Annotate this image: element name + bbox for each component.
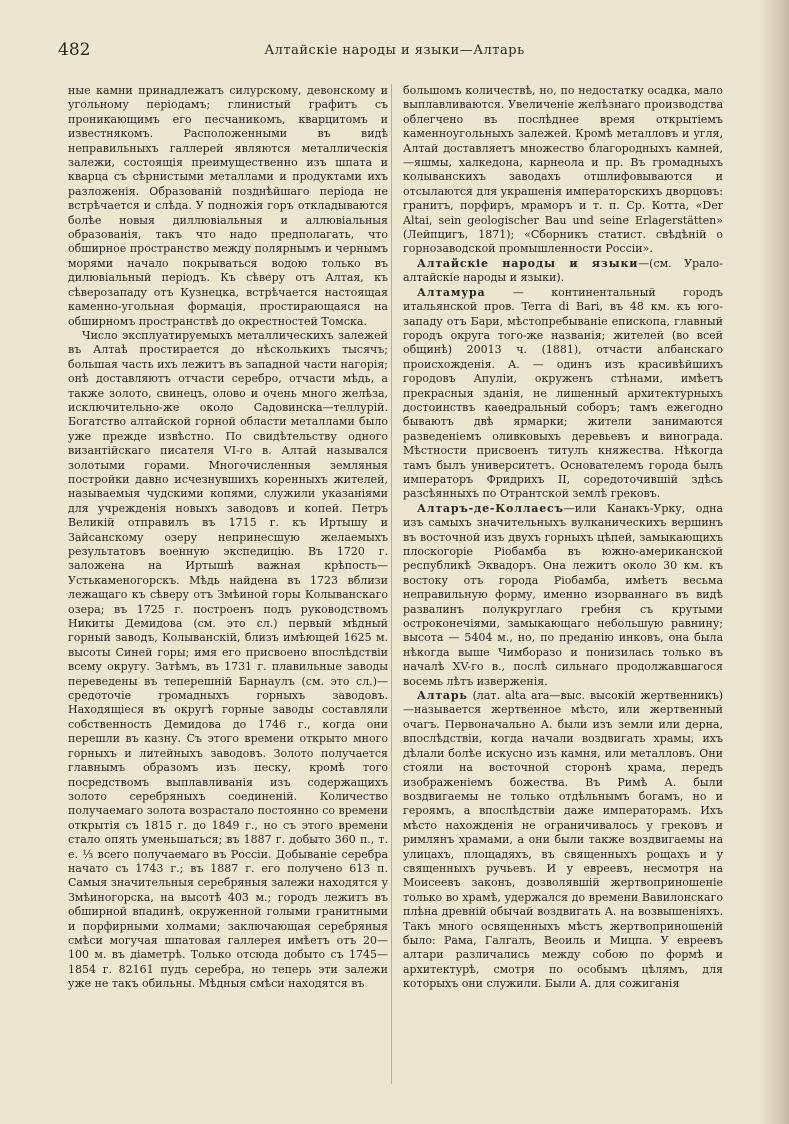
paragraph <box>403 84 723 257</box>
entry-headword: Алтаръ-де-Коллаесъ <box>417 501 564 515</box>
left-column <box>68 84 388 1094</box>
entry-text: большомъ количествѣ, но, по недостатку осадка, мало выплавливаются. Увеличеніе желѣзнаго производства облегчено въ послѣднее время открытіемъ каменноугольныхъ залежей. Кромѣ металловъ и угля, Алтай доставляетъ множество благородныхъ камней,—яшмы, халкедона, карнеола и пр. Въ громадныхъ колыванскихъ заводахъ отшлифовываются и отсылаются для украшенія императорскихъ дворцовъ: гранитъ, порфиръ, мраморъ и т. п. Ср. Котта, «Der Altai, sein geologischer Bau und seine Erlagerstätten» (Лейпцигъ, 1871); «Сборникъ статист. свѣдѣній о горнозаводской промышленности Россіи». <box>403 84 723 256</box>
entry-altar-de-collaes <box>403 502 723 689</box>
entry-altai-peoples <box>403 257 723 286</box>
running-title: Алтайскіе народы и языки—Алтарь <box>264 43 525 58</box>
entry-headword: Алтамура <box>417 285 486 299</box>
entry-altar <box>403 689 723 992</box>
page-spine-shadow <box>759 0 789 1124</box>
entry-headword: Алтарь <box>417 689 468 703</box>
entry-text: —(см. Урало-алтайскіе народы и языки). <box>403 256 723 285</box>
entry-text: (лат. alta ara—выс. высокій жертвенникъ)—называется жертвенное мѣсто, или жертвенный очагъ. Первоначально А. были изъ земли или дерна, впослѣдствіи, когда начали воздвигать храмы, ихъ дѣлали болѣе искусно изъ камня, или металловъ. Они стояли на восточной сторонѣ храма, передъ изображеніемъ божества. Въ Римѣ А. были воздвигаемы не только отдѣльнымъ богамъ, но и героямъ, а впослѣдствіи даже императорамъ. Ихъ мѣсто нахожденія не ограничивалось у грековъ и римлянъ храмами, а они были также воздвигаемы на улицахъ, площадяхъ, въ священныхъ рощахъ и у священныхъ ручьевъ. И у евреевъ, несмотря на Моисеевъ законъ, дозволявшій жертвоприношеніе только во храмѣ, удержался до времени Вавилонскаго плѣна древній обычай воздвигать А. на возвышеніяхъ. Такъ много освященныхъ мѣстъ жертвоприношеній было: Рама, Галгалъ, Веоиль и Мицпа. У евреевъ алтари различались между собою по формѣ и архитектурѣ, смотря по особымъ цѣлямъ, для которыхъ они служили. Были А. для сожиганія <box>403 689 723 991</box>
right-column <box>403 84 723 1094</box>
entry-altamura <box>403 286 723 502</box>
entry-headword: Алтайскіе народы и языки <box>417 256 639 270</box>
page-number: 482 <box>58 40 91 60</box>
page-header <box>0 40 789 66</box>
paragraph: ные камни принадлежатъ силурскому, девонскому и угольному періодамъ; глинистый графитъ съ проникающимъ его песчаникомъ, кварцитомъ и известнякомъ. Расположенными въ видѣ неправильныхъ галлерей являются металлическія залежи, состоящія преимущественно изъ шпата и кварца съ сѣрнистыми металлами и продуктами ихъ разложенія. Образованій позднѣйшаго періода не встрѣчается и слѣда. У подножія горъ откладываются болѣе новыя диллювіальныя и аллювіальныя образованія, такъ что надо предполагать, что обширное пространство между полярнымъ и чернымъ морями начало покрываться водою только въ дилювіальный періодъ. Къ сѣверу отъ Алтая, къ сѣверозападу отъ Кузнецка, встрѣчается настоящая каменно-угольная формація, простирающаяся на обширномъ пространствѣ до окрестностей Томска. <box>68 84 388 328</box>
column-divider <box>391 84 392 1084</box>
entry-text: — континентальный городъ итальянской пров. Terra di Bari, въ 48 км. къ юго-западу отъ Бари, мѣстопребываніе епископа, главный городъ округа того-же названія; жителей (во всей общинѣ) 20013 ч. (1881), отчасти албанскаго происхожденія. А. — одинъ изъ красивѣйшихъ городовъ Апуліи, окруженъ стѣнами, имѣетъ прекрасныя зданія, не лишенный архитектурныхъ достоинствъ каѳедральный соборъ; тамъ ежегодно бываютъ двѣ ярмарки; жители занимаются разведеніемъ оливковыхъ деревьевъ и винограда. Мѣстности присвоенъ титулъ княжества. Нѣкогда тамъ былъ университетъ. Основателемъ города былъ императоръ Фридрихъ II, соредоточившій здѣсь разсѣянныхъ по Отрантской землѣ грековъ. <box>403 285 723 501</box>
paragraph: Число эксплуатируемыхъ металлическихъ залежей въ Алтаѣ простирается до нѣсколькихъ тысячъ; большая часть ихъ лежитъ въ западной части нагорія; онѣ доставляютъ отчасти серебро, отчасти мѣдь, а также золото, свинецъ, олово и очень много желѣза, исключительно-же около Садовинска—теллурій. Богатство алтайской горной области металлами было уже прежде извѣстно. По свидѣтельству одного византійскаго писателя VI-го в. Алтай назывался золотыми горами. Многочисленныя земляныя постройки давно исчезнувшихъ коренныхъ жителей, называемыя чудскими копями, служили указаніями для учрежденія новыхъ заводовъ и копей. Петръ Великій отправилъ въ 1715 г. къ Иртышу и Зайсанскому озеру непринесшую желаемыхъ результатовъ военную экспедицію. Въ 1720 г. заложена на Иртышѣ важная крѣпость—Устькаменогорскъ. Мѣдь найдена въ 1723 вблизи лежащаго къ сѣверу отъ Змѣиной горы Колыванскаго озера; въ 1725 г. построенъ подъ руководствомъ Никиты Демидова (см. это сл.) первый мѣдный горный заводъ, Колыванскій, близъ имѣющей 1625 м. высоты Синей горы; имя его присвоено впослѣдствіи всему округу. Затѣмъ, въ 1731 г. плавильные заводы переведены въ теперешній Барнаулъ (см. это сл.)—средоточіе громадныхъ горныхъ заводовъ. Находящіеся въ округѣ горные заводы составляли собственность Демидова до 1746 г., когда они перешли въ казну. Съ этого времени открыто много горныхъ и литейныхъ заводовъ. Золото получается главнымъ образомъ изъ песку, кромѣ того посредствомъ выплавливанія изъ содержащихъ золото серебряныхъ соединеній. Количество получаемаго золота возрастало постоянно со времени открытія съ 1815 г. до 1849 г., но съ этого времени стало опять уменьшаться; въ 1887 г. добыто 360 п., т. е. ⅓ всего получаемаго въ Россіи. Добываніе серебра начато съ 1743 г.; въ 1887 г. его получено 613 п. Самыя значительныя серебряныя залежи находятся у Змѣиногорска, на высотѣ 403 м.; городъ лежитъ въ обширной впадинѣ, окруженной голыми гранитными и порфирными холмами; заключающая серебряныя смѣси могучая шпатовая галлерея имѣетъ отъ 20—100 м. въ діаметрѣ. Только отсюда добыто съ 1745—1854 г. 82161 пудъ серебра, но теперь эти залежи уже не такъ обильны. Мѣдныя смѣси находятся въ <box>68 328 388 991</box>
entry-text: —или Канакъ-Урку, одна изъ самыхъ значительныхъ вулканическихъ вершинъ въ восточной изъ двухъ горныхъ цѣпей, замыкающихъ плоскогоріе Ріобамба въ южно-американской республикѣ Эквадоръ. Она лежитъ около 30 км. къ востоку отъ города Ріобамба, имѣетъ весьма неправильную форму, именно изорваннаго въ видѣ развалинъ полукруглаго гребня съ крутыми остроконечіями, замыкающаго небольшую равнину; высота — 5404 м., но, по преданію инковъ, она была нѣкогда выше Чимборазо и понизилась только въ началѣ XV-го в., послѣ сильнаго продолжавшагося восемь лѣтъ изверженія. <box>403 501 723 688</box>
